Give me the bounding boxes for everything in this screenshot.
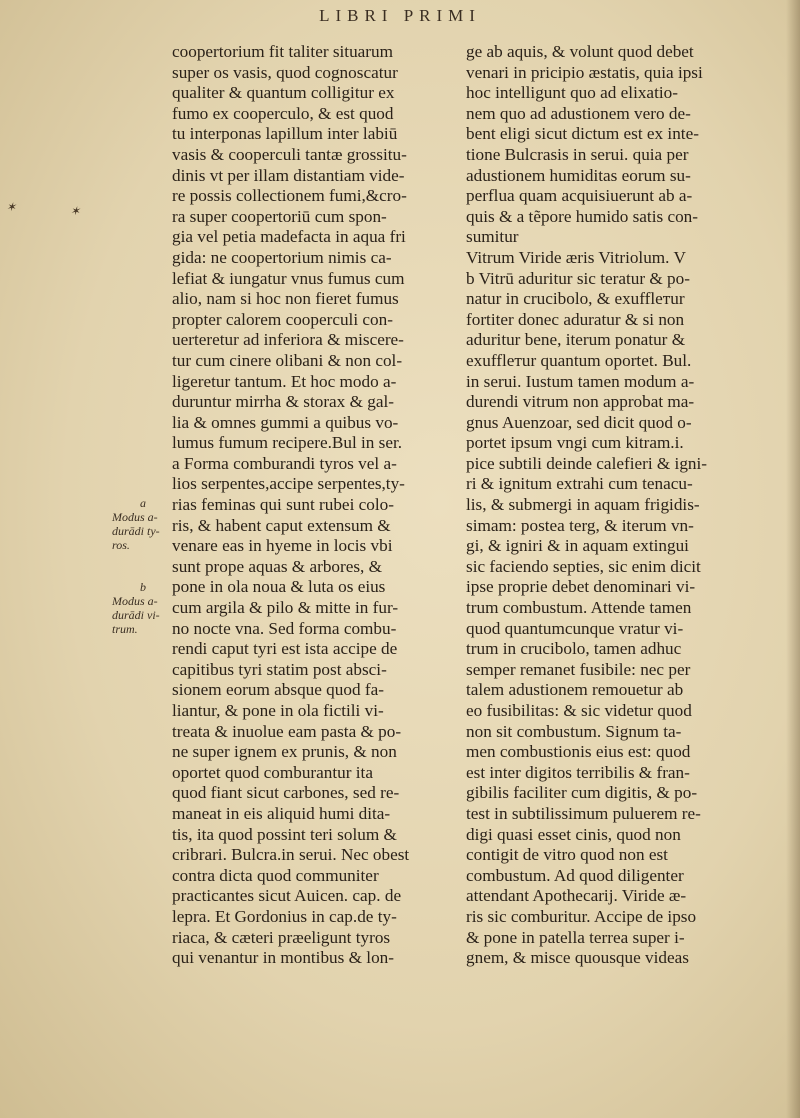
- margin-note-line: durādi vi-: [112, 608, 160, 622]
- text-line: perflua quam acquisiuerunt ab a-: [466, 186, 693, 206]
- text-line: coopertorium fit taliter situarum: [172, 42, 393, 61]
- text-line: trum combustum. Attende tamen: [466, 598, 692, 618]
- text-line: no nocte vna. Sed forma combu-: [172, 618, 397, 638]
- text-line: talem adustionem remouetur ab: [466, 680, 684, 700]
- text-line: lis, & submergi in aquam frigidis-: [466, 495, 700, 515]
- text-line: sic faciendo septies, sic enim dicit: [466, 556, 701, 576]
- text-line: gnus Auenzoar, sed dicit quod o-: [466, 412, 692, 432]
- text-line: semper remanet fusibile: nec per: [466, 659, 691, 679]
- running-head: LIBRI PRIMI: [319, 6, 481, 25]
- text-line: qualiter & quantum colligitur ex: [172, 83, 395, 103]
- text-line: in serui. Iustum tamen modum a-: [466, 371, 695, 391]
- text-line: re possis collectionem fumi,&cro-: [172, 186, 407, 206]
- text-line: men combustionis eius est: quod: [466, 742, 691, 762]
- text-line: venari in pricipio æstatis, quia ipsi: [466, 62, 703, 82]
- text-line: gida: ne coopertorium nimis ca-: [172, 247, 392, 267]
- text-line: tione Bulcrasis in serui. quia per: [466, 144, 689, 164]
- text-line: exufflетur quantum oportet. Bul.: [466, 350, 692, 370]
- text-line: tur cum cinere olibani & non col-: [172, 350, 403, 370]
- text-line: tu interponas lapillum inter labiū: [172, 124, 398, 144]
- text-line: ipse proprie debet denominari vi-: [466, 577, 696, 597]
- text-line: fumo ex cooperculo, & est quod: [172, 103, 394, 123]
- text-line: ne super ignem ex prunis, & non: [172, 742, 397, 762]
- margin-note-letter: a: [140, 496, 146, 510]
- text-line: lia & omnes gummi a quibus vo-: [172, 412, 399, 432]
- text-line: quod quantumcunque vratur vi-: [466, 618, 684, 638]
- text-line: vasis & cooperculi tantæ grossitu-: [172, 144, 407, 164]
- text-line: nem quo ad adustionem vero de-: [466, 103, 691, 123]
- text-line: durendi vitrum non approbat ma-: [466, 392, 695, 412]
- text-line: riaca, & cæteri præeligunt tyros: [172, 927, 391, 947]
- text-line: super os vasis, quod cognoscatur: [172, 62, 398, 82]
- margin-note-a: [112, 496, 174, 552]
- text-line: eo fusibilitas: & sic videtur quod: [466, 701, 692, 720]
- text-line: contra dicta quod communiter: [172, 865, 379, 885]
- text-line: natur in crucibolo, & exufflетur: [466, 289, 685, 309]
- text-line: ri & ignitum extrahi cum tenacu-: [466, 474, 693, 494]
- text-line: ris sic comburitur. Accipe de ipso: [466, 906, 697, 926]
- text-line: quod fiant sicut carbones, sed re-: [172, 783, 400, 803]
- text-line: aduritur bene, iterum ponatur &: [466, 330, 686, 350]
- stray-mark: ✶: [70, 204, 81, 218]
- text-line: venare eas in hyeme in locis vbi: [172, 536, 393, 556]
- text-line: maneat in eis aliquid humi dita-: [172, 803, 391, 823]
- text-line: b Vitrū aduritur sic teratur & po-: [466, 268, 690, 288]
- text-line: trum in crucibolo, tamen adhuc: [466, 639, 682, 659]
- text-line: cribrari. Bulcra.in serui. Nec obest: [172, 845, 410, 865]
- margin-note-line: durādi ty-: [112, 524, 160, 538]
- text-line: fortiter donec aduratur & si non: [466, 309, 685, 329]
- text-line: duruntur mirrha & storax & gal-: [172, 392, 394, 412]
- text-line: test in subtilissimum puluerem re-: [466, 803, 701, 823]
- text-line: practicantes sicut Auicen. cap. de: [172, 886, 402, 906]
- text-line: sionem eorum absque quod fa-: [172, 680, 384, 700]
- text-line: & pone in patella terrea super i-: [466, 927, 685, 947]
- text-line: ris, & habent caput extensum &: [172, 515, 391, 535]
- text-line: ligeretur tantum. Et hoc modo a-: [172, 371, 397, 391]
- margin-note-line: trum.: [112, 622, 138, 636]
- text-line: sunt prope aquas & arbores, &: [172, 556, 383, 576]
- text-line: adustionem humiditas eorum su-: [466, 165, 691, 185]
- text-line: contigit de vitro quod non est: [466, 845, 668, 865]
- text-line: combustum. Ad quod diligenter: [466, 865, 684, 885]
- stray-mark: ✶: [6, 200, 17, 214]
- margin-note-line: ros.: [112, 538, 130, 552]
- text-line: cum argila & pilo & mitte in fur-: [172, 598, 399, 618]
- margin-note-line: Modus a-: [112, 594, 158, 608]
- margin-note-letter: b: [140, 580, 146, 594]
- text-line: liantur, & pone in ola fictili vi-: [172, 701, 384, 720]
- text-line: qui venantur in montibus & lon-: [172, 948, 394, 968]
- text-line: hoc intelligunt quo ad elixatio-: [466, 83, 678, 103]
- left-text-column: [172, 42, 454, 969]
- text-line: quis & a tẽpore humido satis con-: [466, 206, 698, 226]
- text-line: gi, & igniri & in aquam extingui: [466, 536, 689, 556]
- text-line: pone in ola noua & luta os eius: [172, 577, 386, 597]
- text-line: treata & inuolue eam pasta & po-: [172, 721, 402, 741]
- margin-note-line: Modus a-: [112, 510, 158, 524]
- text-line: dinis vt per illam distantiam vide-: [172, 165, 405, 185]
- text-line: portet ipsum vngi cum kitram.i.: [466, 433, 684, 453]
- text-line: non sit combustum. Signum ta-: [466, 721, 682, 741]
- text-line: ge ab aquis, & volunt quod debet: [466, 42, 694, 61]
- text-line: oportet quod comburantur ita: [172, 762, 373, 782]
- text-line: simam: postea terg, & iterum vn-: [466, 515, 694, 535]
- text-line: sumitur: [466, 227, 519, 247]
- text-line: Vitrum Viride æris Vitriolum. V: [466, 247, 686, 267]
- text-line: digi quasi esset cinis, quod non: [466, 824, 681, 844]
- text-line: rias feminas qui sunt rubei colo-: [172, 495, 394, 515]
- text-line: tis, ita quod possint teri solum &: [172, 824, 397, 844]
- text-line: uerteretur ad inferiora & miscere-: [172, 330, 404, 350]
- text-line: ra super coopertoriū cum spon-: [172, 206, 387, 226]
- margin-note-b: [112, 580, 174, 636]
- text-line: lefiat & iungatur vnus fumus cum: [172, 268, 405, 288]
- text-line: rendi caput tyri est ista accipe de: [172, 639, 398, 659]
- text-line: capitibus tyri statim post absci-: [172, 659, 387, 679]
- text-line: est inter digitos terribilis & fran-: [466, 762, 690, 782]
- text-line: gia vel petia madefacta in aqua fri: [172, 227, 406, 247]
- text-line: gnem, & misce quousque videas: [466, 948, 689, 968]
- text-line: gibilis faciliter cum digitis, & po-: [466, 783, 698, 803]
- text-line: lumus fumum recipere.Bul in ser.: [172, 433, 403, 453]
- text-line: bent eligi sicut dictum est ex inte-: [466, 124, 699, 144]
- text-line: lepra. Et Gordonius in cap.de ty-: [172, 906, 397, 926]
- text-line: propter calorem cooperculi con-: [172, 309, 393, 329]
- text-line: attendant Apothecarij. Viride æ-: [466, 886, 687, 906]
- text-line: a Forma comburandi tyros vel a-: [172, 453, 397, 473]
- text-line: pice subtili deinde calefieri & igni-: [466, 453, 708, 473]
- right-text-column: [466, 42, 766, 969]
- page-edge-shadow: [786, 0, 800, 1118]
- text-line: alio, nam si hoc non fieret fumus: [172, 289, 399, 309]
- text-line: lios serpentes,accipe serpentes,ty-: [172, 474, 405, 494]
